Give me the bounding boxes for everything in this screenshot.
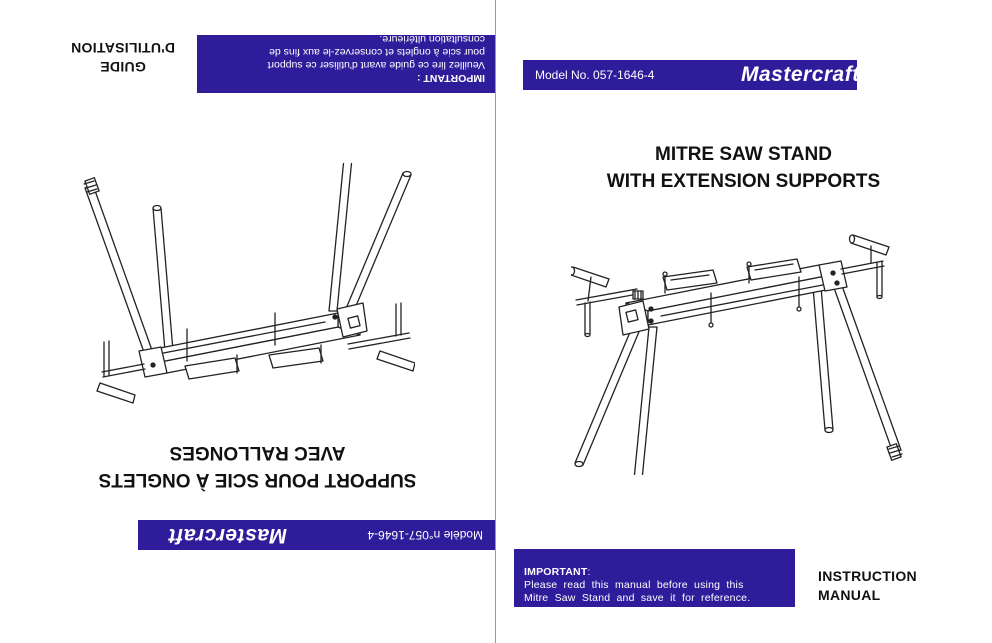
fr-left-front-leg: [345, 172, 411, 314]
important-band: [514, 549, 795, 607]
document-type-line2: MANUAL: [818, 587, 881, 603]
brand-logo-text: Mastercraft: [741, 63, 860, 86]
product-title-fr-line2: AVEC RALLONGES: [169, 442, 346, 463]
left-rear-leg: [633, 327, 657, 475]
important-fr-line3: consultation ultérieure.: [379, 33, 485, 45]
lock-knob: [633, 291, 643, 299]
important-notice: [524, 566, 750, 605]
model-number: Model No. 057-1646-4: [535, 68, 655, 82]
model-number-fr: Modèle n°057-1646-4: [367, 528, 483, 542]
fr-right-rear-leg: [153, 206, 173, 352]
product-title: [496, 141, 991, 195]
left-front-leg: [575, 325, 641, 467]
product-title-line2: WITH EXTENSION SUPPORTS: [606, 171, 881, 192]
product-title-line1: MITRE SAW STAND: [655, 144, 832, 165]
document-type-fr-line2: D'UTILISATION: [70, 40, 175, 56]
document-type: [818, 567, 917, 605]
left-roller-bar: [571, 267, 609, 301]
fr-left-rear-leg: [329, 163, 353, 311]
important-line1: Please read this manual before using this: [524, 579, 744, 591]
right-extension-arm: [841, 261, 884, 299]
product-title-fr: [10, 439, 505, 493]
important-notice-fr: [268, 32, 485, 84]
right-front-leg: [833, 283, 902, 460]
product-title-fr-line1: SUPPORT POUR SCIE À ONGLETS: [98, 469, 417, 490]
important-heading: IMPORTANT: [524, 566, 588, 578]
stand-illustration-fr: [75, 163, 415, 413]
stand-illustration: [571, 225, 911, 475]
model-band-fr: [138, 520, 495, 550]
fr-right-front-leg: [84, 178, 153, 355]
fr-main-beam: [145, 313, 360, 373]
important-band-fr: [197, 35, 495, 93]
front-cover-page: [496, 0, 991, 643]
document-type-fr-line1: GUIDE: [99, 59, 146, 75]
important-fr-line1: Veuillez lire ce guide avant d'utiliser ce support: [267, 59, 485, 71]
document-type-line1: INSTRUCTION: [818, 568, 917, 584]
brand-logo: Mastercraft™: [741, 63, 871, 86]
document-type-fr: [71, 38, 175, 76]
main-beam: [626, 265, 841, 325]
important-fr-line2: pour scie à onglets et conservez-le aux fins de: [269, 46, 485, 58]
right-roller-bar: [850, 235, 890, 263]
flipped-content: [0, 0, 495, 643]
brand-logo-fr-text: Mastercraft: [168, 524, 287, 547]
right-rear-leg: [813, 287, 833, 433]
important-line2: Mitre Saw Stand and save it for reference.: [524, 592, 751, 604]
important-heading-fr: IMPORTANT :: [416, 72, 485, 84]
important-colon: :: [587, 566, 591, 578]
model-band: [523, 60, 871, 90]
brand-logo-fr: [168, 523, 287, 547]
